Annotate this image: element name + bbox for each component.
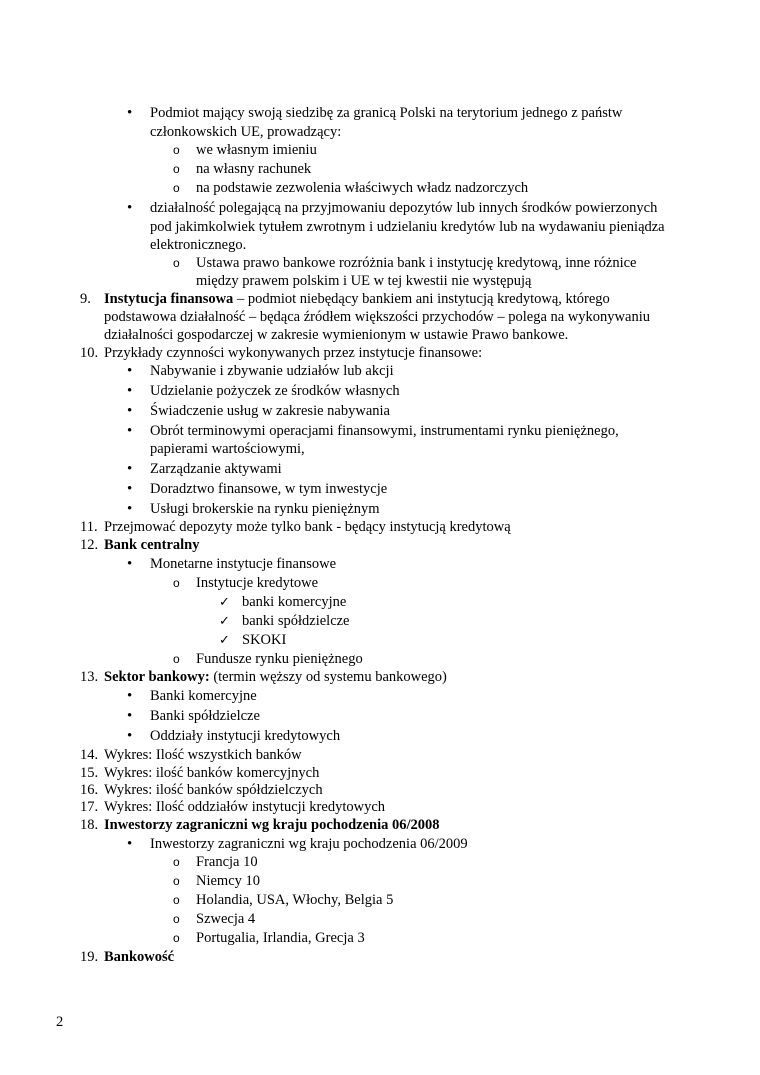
item-description: – podmiot niebędący bankiem ani instytucją kredytową, którego xyxy=(233,291,610,307)
list-number: 12. xyxy=(80,537,99,553)
sub-item-text: we własnym imieniu xyxy=(196,142,317,158)
bullet-marker: • xyxy=(127,688,133,704)
list-number: 19. xyxy=(80,949,99,965)
list-number: 16. xyxy=(80,782,99,798)
bold-term: Bank centralny xyxy=(104,537,200,553)
bullet-marker: • xyxy=(127,556,133,572)
numbered-item-text xyxy=(104,537,199,554)
list-item-text: Udzielanie pożyczek ze środków własnych xyxy=(150,383,400,399)
list-item-text: papierami wartościowymi, xyxy=(150,441,305,457)
list-item-text: pod jakimkolwiek tytułem zwrotnym i udzielaniu kredytów lub na wydawaniu pieniądza xyxy=(150,219,665,235)
numbered-item-text: podstawowa działalność – będąca źródłem większości przychodów – polega na wykonywaniu xyxy=(104,309,650,325)
sub-item-text: Fundusze rynku pieniężnego xyxy=(196,651,363,667)
circle-bullet-marker: o xyxy=(173,652,180,666)
numbered-item-text: Przejmować depozyty może tylko bank - będący instytucją kredytową xyxy=(104,519,511,535)
sub-sub-item-text: banki komercyjne xyxy=(242,594,347,610)
bold-term: Inwestorzy zagraniczni wg kraju pochodzenia 06/2008 xyxy=(104,817,440,833)
sub-item-text: między prawem polskim i UE w tej kwestii nie występują xyxy=(196,273,532,289)
bold-term: Instytucja finansowa xyxy=(104,291,234,307)
sub-item-text: Ustawa prawo bankowe rozróżnia bank i instytucję kredytową, inne różnice xyxy=(196,255,637,271)
bullet-marker: • xyxy=(127,403,133,419)
numbered-item-text: Wykres: Ilość oddziałów instytucji kredytowych xyxy=(104,799,386,815)
circle-bullet-marker: o xyxy=(173,874,180,888)
circle-bullet-marker: o xyxy=(173,162,180,176)
list-item-text: Obrót terminowymi operacjami finansowymi, instrumentami rynku pieniężnego, xyxy=(150,423,619,439)
list-number: 15. xyxy=(80,765,99,781)
bullet-marker: • xyxy=(127,363,133,379)
list-number: 13. xyxy=(80,669,99,685)
sub-item-text: Francja 10 xyxy=(196,854,258,870)
bullet-marker: • xyxy=(127,383,133,399)
sub-item-text: na podstawie zezwolenia właściwych władz nadzorczych xyxy=(196,180,529,196)
list-number: 10. xyxy=(80,345,99,361)
list-item-text: Banki komercyjne xyxy=(150,688,257,704)
bullet-marker: • xyxy=(127,728,133,744)
list-item-text: Świadczenie usług w zakresie nabywania xyxy=(150,403,390,419)
page-number: 2 xyxy=(56,1014,64,1030)
numbered-item-text xyxy=(104,949,174,966)
numbered-item-text: Wykres: ilość banków komercyjnych xyxy=(104,765,320,781)
list-item-text: Monetarne instytucje finansowe xyxy=(150,556,337,572)
list-number: 9. xyxy=(80,291,91,307)
list-item-text: Podmiot mający swoją siedzibę za granicą Polski na terytorium jednego z państw xyxy=(150,105,623,121)
circle-bullet-marker: o xyxy=(173,256,180,270)
list-number: 11. xyxy=(80,519,98,535)
sub-sub-item-text: SKOKI xyxy=(242,632,287,648)
list-number: 14. xyxy=(80,747,99,763)
circle-bullet-marker: o xyxy=(173,931,180,945)
numbered-item-text xyxy=(104,291,610,308)
numbered-item-text: Przykłady czynności wykonywanych przez instytucje finansowe: xyxy=(104,345,483,361)
sub-sub-item-text: banki spółdzielcze xyxy=(242,613,350,629)
list-item-text: Nabywanie i zbywanie udziałów lub akcji xyxy=(150,363,394,379)
bold-term: Bankowość xyxy=(104,949,175,965)
circle-bullet-marker: o xyxy=(173,143,180,157)
list-item-text: Doradztwo finansowe, w tym inwestycje xyxy=(150,481,388,497)
list-number: 17. xyxy=(80,799,99,815)
circle-bullet-marker: o xyxy=(173,181,180,195)
numbered-item-text xyxy=(104,817,440,834)
sub-item-text: Szwecja 4 xyxy=(196,911,256,927)
list-item-text: Usługi brokerskie na rynku pieniężnym xyxy=(150,501,380,517)
numbered-item-text: Wykres: Ilość wszystkich banków xyxy=(104,747,302,763)
bullet-marker: • xyxy=(127,200,133,216)
numbered-item-text xyxy=(104,669,447,686)
circle-bullet-marker: o xyxy=(173,912,180,926)
bullet-marker: • xyxy=(127,423,133,439)
list-item-text: Oddziały instytucji kredytowych xyxy=(150,728,341,744)
sub-item-text: Niemcy 10 xyxy=(196,873,261,889)
bullet-marker: • xyxy=(127,105,133,121)
list-item-text: Inwestorzy zagraniczni wg kraju pochodzenia 06/2009 xyxy=(150,836,468,852)
bullet-marker: • xyxy=(127,461,133,477)
sub-item-text: Holandia, USA, Włochy, Belgia 5 xyxy=(196,892,394,908)
list-item-text: członkowskich UE, prowadzący: xyxy=(150,124,342,140)
sub-item-text: Portugalia, Irlandia, Grecja 3 xyxy=(196,930,365,946)
list-item-text: elektronicznego. xyxy=(150,237,247,253)
bold-term: Sektor bankowy: xyxy=(104,669,210,685)
circle-bullet-marker: o xyxy=(173,576,180,590)
sub-item-text: na własny rachunek xyxy=(196,161,312,177)
numbered-item-text: działalności gospodarczej w zakresie wymienionym w ustawie Prawo bankowe. xyxy=(104,327,569,343)
bullet-marker: • xyxy=(127,501,133,517)
list-item-text: Banki spółdzielcze xyxy=(150,708,260,724)
check-icon: ✓ xyxy=(219,633,230,648)
bullet-marker: • xyxy=(127,836,133,852)
circle-bullet-marker: o xyxy=(173,855,180,869)
sub-item-text: Instytucje kredytowe xyxy=(196,575,319,591)
item-description: (termin węższy od systemu bankowego) xyxy=(209,669,447,685)
list-item-text: Zarządzanie aktywami xyxy=(150,461,282,477)
list-number: 18. xyxy=(80,817,99,833)
check-icon: ✓ xyxy=(219,595,230,610)
circle-bullet-marker: o xyxy=(173,893,180,907)
check-icon: ✓ xyxy=(219,614,230,629)
list-item-text: działalność polegającą na przyjmowaniu depozytów lub innych środków powierzonych xyxy=(150,200,658,216)
bullet-marker: • xyxy=(127,708,133,724)
numbered-item-text: Wykres: ilość banków spółdzielczych xyxy=(104,782,323,798)
bullet-marker: • xyxy=(127,481,133,497)
